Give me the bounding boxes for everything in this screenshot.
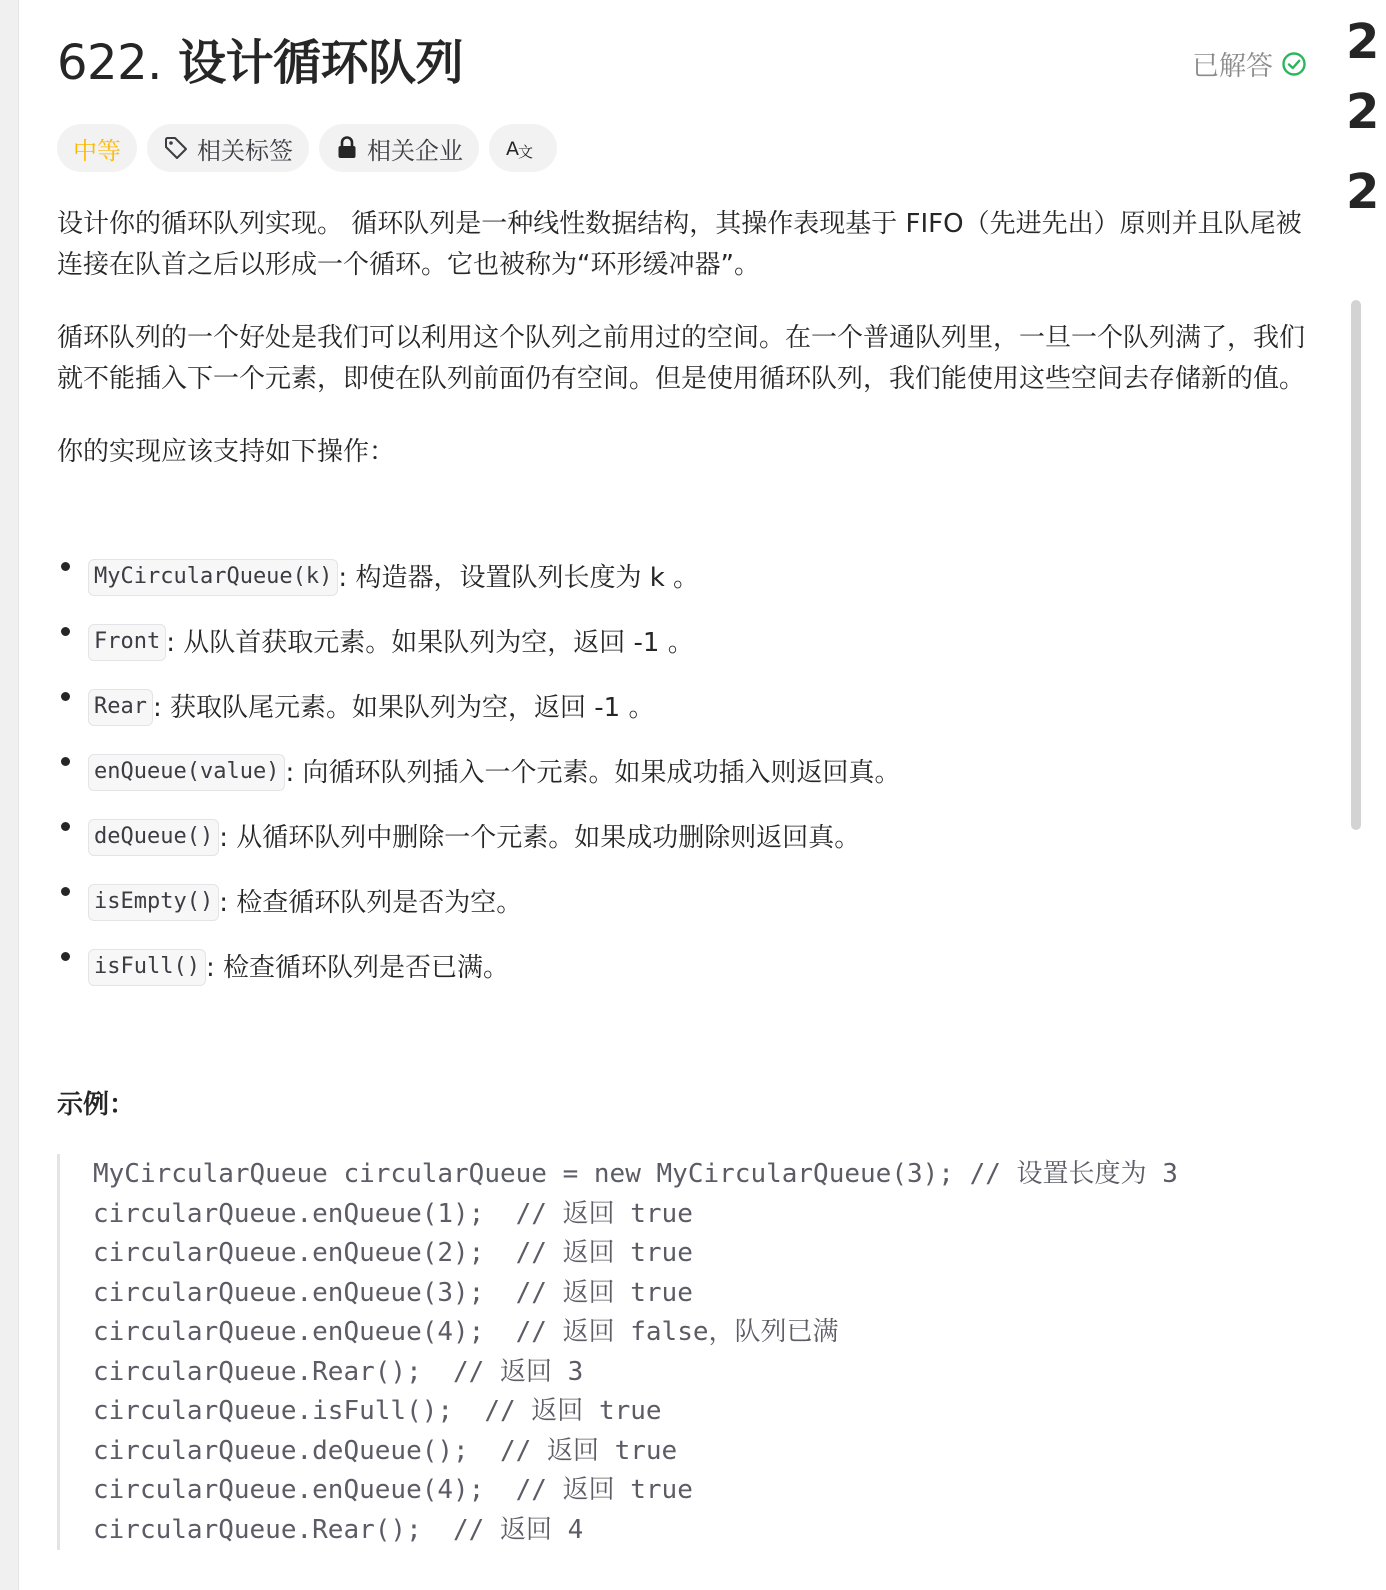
code-line: circularQueue.Rear(); // 返回 3 xyxy=(93,1356,584,1387)
svg-text:A: A xyxy=(506,138,519,160)
code-line: circularQueue.enQueue(3); // 返回 true xyxy=(93,1277,693,1308)
lock-icon xyxy=(335,135,359,161)
list-item xyxy=(57,610,1307,675)
operation-description: : 从队首获取元素。如果队列为空，返回 -1 。 xyxy=(166,627,694,658)
bullet xyxy=(61,692,70,701)
problem-description xyxy=(57,204,1307,505)
difficulty-label: 中等 xyxy=(73,136,121,165)
problem-number: 622. xyxy=(57,35,162,91)
operation-description: : 向循环队列插入一个元素。如果成功插入则返回真。 xyxy=(285,757,901,788)
bullet xyxy=(61,562,70,571)
inline-code: isEmpty() xyxy=(88,884,219,920)
example-heading: 示例： xyxy=(57,1090,136,1120)
translate-icon xyxy=(505,135,533,161)
bullet xyxy=(61,627,70,636)
svg-text:文: 文 xyxy=(518,143,534,161)
related-tags-label: 相关标签 xyxy=(197,136,293,165)
translate-button[interactable] xyxy=(489,124,557,172)
list-item xyxy=(57,870,1307,935)
operation-description: : 检查循环队列是否为空。 xyxy=(219,887,523,918)
difficulty-badge[interactable] xyxy=(57,124,137,172)
list-item xyxy=(57,675,1307,740)
solved-status xyxy=(1192,44,1307,83)
inline-code: isFull() xyxy=(88,949,206,985)
scrollbar-thumb[interactable] xyxy=(1351,300,1361,830)
solved-label: 已解答 xyxy=(1192,51,1273,82)
operation-description: : 获取队尾元素。如果队列为空，返回 -1 。 xyxy=(152,692,655,723)
left-panel-edge xyxy=(0,0,19,1590)
operation-description: : 检查循环队列是否已满。 xyxy=(205,952,509,983)
description-paragraph: 你的实现应该支持如下操作： xyxy=(57,437,396,467)
list-item xyxy=(57,935,1307,1000)
gutter-line-number: 2 xyxy=(1346,164,1380,220)
problem-title[interactable] xyxy=(57,30,463,96)
code-line: circularQueue.enQueue(4); // 返回 true xyxy=(93,1475,693,1505)
related-companies-button[interactable] xyxy=(319,124,479,172)
code-line: circularQueue.enQueue(4); // 返回 false，队列已满 xyxy=(93,1317,839,1347)
list-item xyxy=(57,545,1307,610)
related-companies-label: 相关企业 xyxy=(367,136,463,165)
inline-code: deQueue() xyxy=(88,819,219,855)
list-item xyxy=(57,805,1307,870)
operation-description: : 构造器，设置队列长度为 k 。 xyxy=(338,562,700,593)
bullet xyxy=(61,757,70,766)
operation-description: : 从循环队列中删除一个元素。如果成功删除则返回真。 xyxy=(219,822,861,853)
related-tags-button[interactable] xyxy=(147,124,309,172)
code-line: circularQueue.enQueue(2); // 返回 true xyxy=(93,1238,693,1268)
code-line: circularQueue.Rear(); // 返回 4 xyxy=(93,1514,584,1545)
code-line: circularQueue.deQueue(); // 返回 true xyxy=(93,1435,678,1466)
check-circle-icon xyxy=(1281,51,1307,77)
inline-code: Rear xyxy=(88,689,153,725)
problem-name: 设计循环队列 xyxy=(178,35,464,91)
title-row xyxy=(57,30,1317,100)
code-line: MyCircularQueue circularQueue = new MyCircularQueue(3); // 设置长度为 3 xyxy=(93,1159,1178,1189)
inline-code: enQueue(value) xyxy=(88,754,285,790)
description-paragraph: 设计你的循环队列实现。 循环队列是一种线性数据结构，其操作表现基于 FIFO（先进先出）原则并且队尾被连接在队首之后以形成一个循环。它也被称为“环形缓冲器”。 xyxy=(57,209,1302,280)
list-item xyxy=(57,740,1307,805)
inline-code: Front xyxy=(88,624,166,660)
code-line: circularQueue.enQueue(1); // 返回 true xyxy=(93,1198,693,1229)
bullet xyxy=(61,952,70,961)
code-line: circularQueue.isFull(); // 返回 true xyxy=(93,1396,662,1426)
inline-code: MyCircularQueue(k) xyxy=(88,559,338,595)
bullet xyxy=(61,822,70,831)
gutter-line-number: 2 xyxy=(1346,14,1380,70)
tag-icon xyxy=(163,135,189,161)
bullet xyxy=(61,887,70,896)
description-paragraph: 循环队列的一个好处是我们可以利用这个队列之前用过的空间。在一个普通队列里，一旦一个队列满了，我们就不能插入下一个元素，即使在队列前面仍有空间。但是使用循环队列，我们能使用这些空间去存储新的值。 xyxy=(57,323,1306,394)
gutter-line-number: 2 xyxy=(1346,84,1380,140)
operations-list xyxy=(57,545,1307,1000)
example-code-block xyxy=(57,1154,1320,1550)
tag-bar xyxy=(57,124,557,172)
